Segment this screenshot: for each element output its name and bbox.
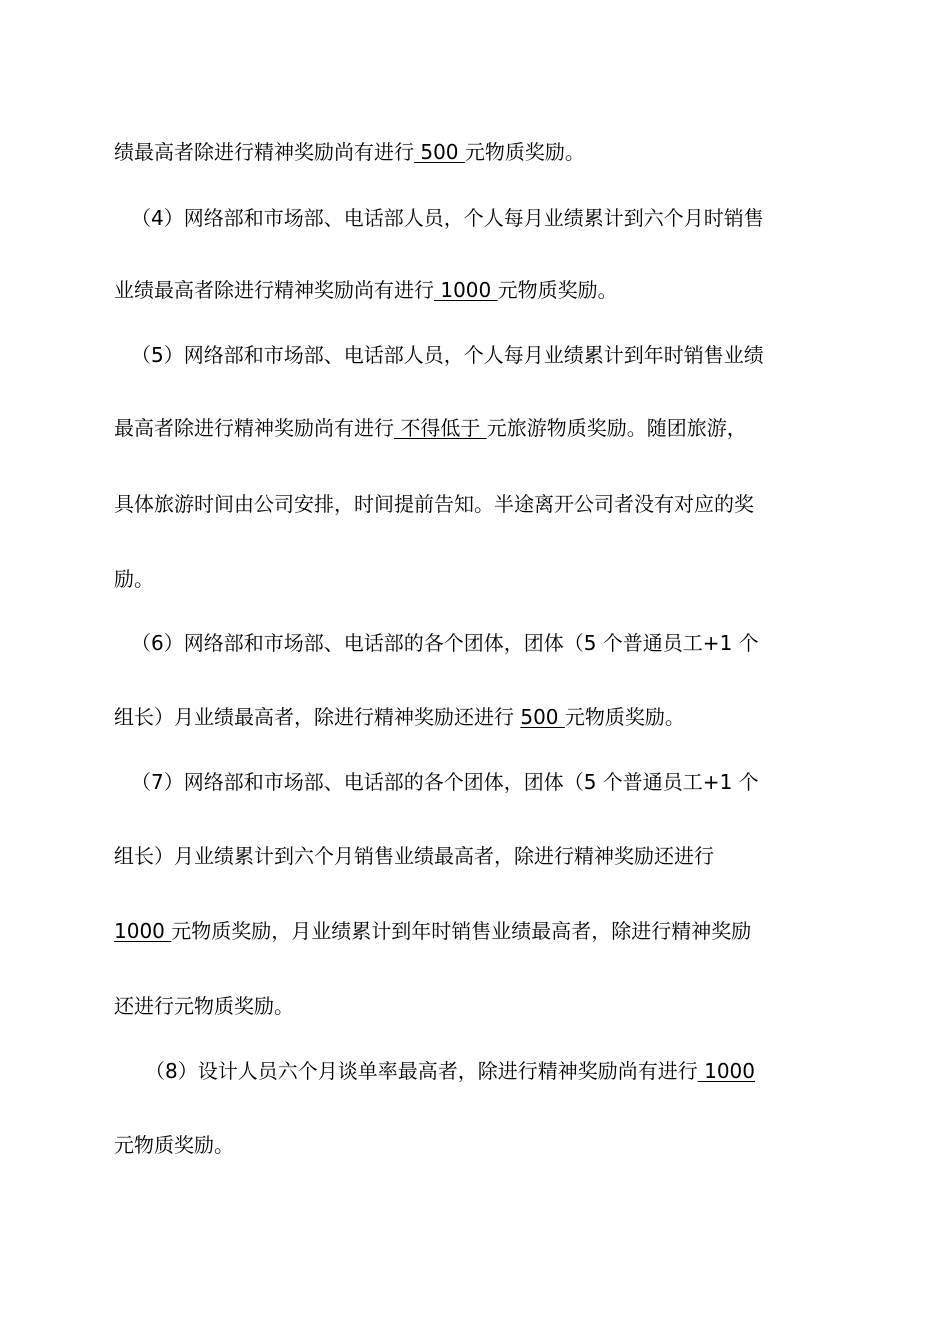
underlined-amount: 500 (520, 705, 565, 729)
text-line: 绩最高者除进行精神奖励尚有进行 500 元物质奖励。 (114, 140, 585, 164)
text-line: 1000 元物质奖励，月业绩累计到年时销售业绩最高者，除进行精神奖励 (114, 919, 752, 943)
text-line: 业绩最高者除进行精神奖励尚有进行 1000 元物质奖励。 (114, 278, 618, 302)
text-line: 还进行元物质奖励。 (114, 994, 294, 1018)
text-line: 元物质奖励。 (114, 1133, 234, 1157)
text-line: （4）网络部和市场部、电话部人员，个人每月业绩累计到六个月时销售 (131, 206, 764, 230)
underlined-amount: 500 (414, 140, 465, 164)
text-line: 组长）月业绩最高者，除进行精神奖励还进行 500 元物质奖励。 (114, 705, 685, 729)
text-line: 励。 (114, 567, 154, 591)
underlined-amount: 1000 (114, 919, 172, 943)
text-line: 具体旅游时间由公司安排，时间提前告知。半途离开公司者没有对应的奖 (114, 492, 754, 516)
underlined-amount: 不得低于 (394, 416, 487, 440)
text-line: （7）网络部和市场部、电话部的各个团体，团体（5 个普通员工+1 个 (131, 770, 759, 794)
text-line: （6）网络部和市场部、电话部的各个团体，团体（5 个普通员工+1 个 (131, 631, 759, 655)
text-line: （5）网络部和市场部、电话部人员，个人每月业绩累计到年时销售业绩 (131, 343, 764, 367)
text-line: 组长）月业绩累计到六个月销售业绩最高者，除进行精神奖励还进行 (114, 844, 714, 868)
underlined-amount: 1000 (434, 278, 498, 302)
text-line: （8）设计人员六个月谈单率最高者，除进行精神奖励尚有进行 1000 (145, 1059, 755, 1083)
text-line: 最高者除进行精神奖励尚有进行 不得低于 元旅游物质奖励。随团旅游， (114, 416, 747, 440)
underlined-amount: 1000 (697, 1059, 755, 1083)
